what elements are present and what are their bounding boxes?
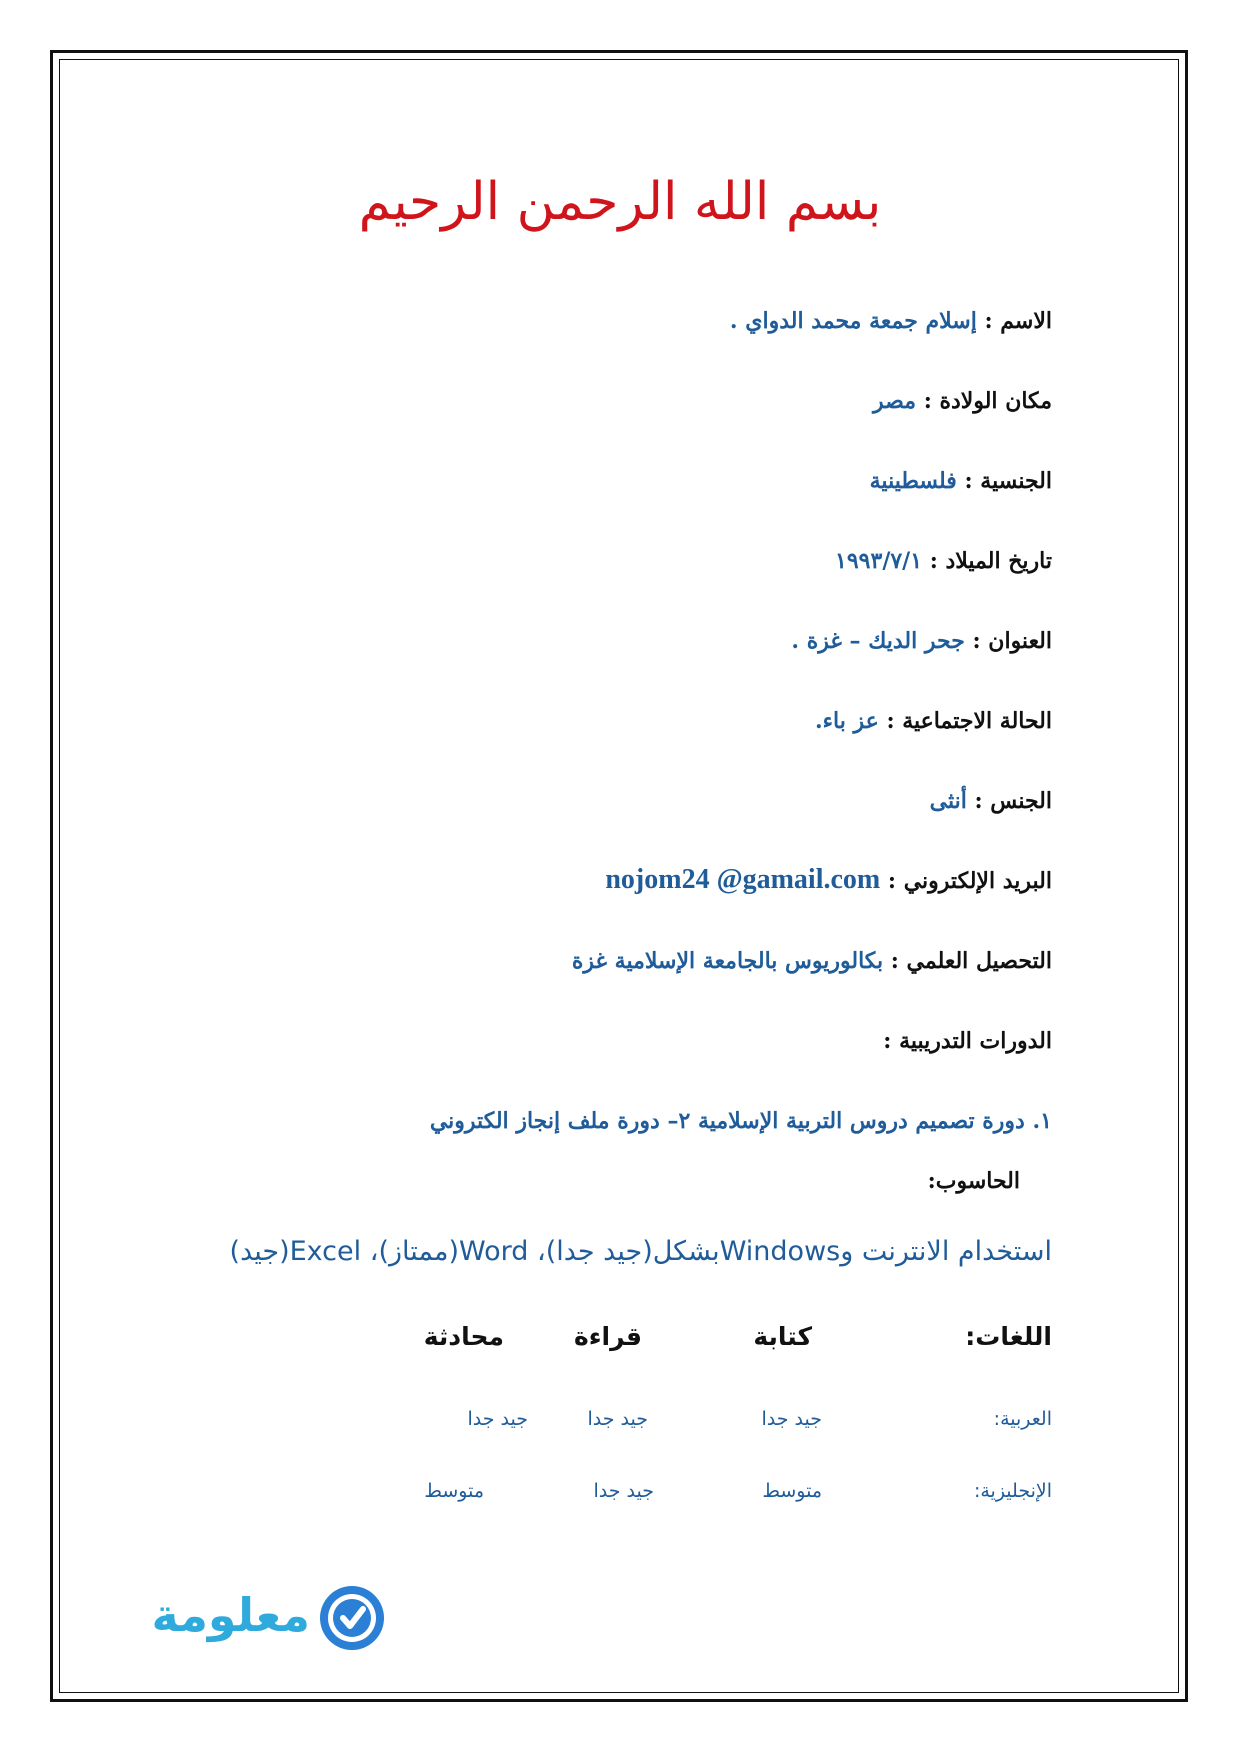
field-nationality	[870, 468, 1052, 494]
languages-col-writing: كتابة	[753, 1322, 812, 1351]
language-row-reading: جيد جدا	[587, 1408, 648, 1430]
field-courses	[883, 1028, 1052, 1054]
field-birthplace	[873, 388, 1052, 414]
field-courses-label: الدورات التدريبية :	[883, 1028, 1052, 1054]
language-row-name: العربية:	[993, 1408, 1052, 1430]
course-item-1: ١. دورة تصميم دروس التربية الإسلامية ٢– دورة ملف إنجاز الكتروني	[429, 1108, 1052, 1134]
language-row-writing: متوسط	[762, 1480, 822, 1502]
field-birthdate-label: تاريخ الميلاد :	[929, 548, 1052, 574]
field-marital-status-value: عز باء.	[815, 708, 879, 734]
field-email	[605, 864, 1052, 896]
field-name	[730, 308, 1052, 334]
language-row-reading: جيد جدا	[593, 1480, 654, 1502]
field-address-value: جحر الديك – غزة .	[791, 628, 965, 654]
field-gender-label: الجنس :	[974, 788, 1052, 814]
watermark-logo-text: معلومة	[151, 1588, 310, 1642]
field-name-value: إسلام جمعة محمد الدواي .	[729, 308, 977, 334]
bismillah-heading: بسم الله الرحمن الرحيم	[358, 172, 882, 232]
watermark-logo	[128, 1580, 388, 1660]
course-item-1-tail: الحاسوب:	[927, 1168, 1020, 1194]
field-marital-status	[815, 708, 1052, 734]
field-nationality-label: الجنسية :	[964, 468, 1052, 494]
field-gender	[930, 788, 1052, 814]
field-birthdate-value: ١٩٩٣/٧/١	[835, 548, 923, 574]
field-email-value[interactable]: nojom24 @gamail.com	[605, 864, 881, 895]
field-gender-value: أنثى	[929, 788, 967, 814]
check-circle-icon	[316, 1580, 388, 1652]
languages-title: اللغات:	[965, 1322, 1052, 1351]
language-row-writing: جيد جدا	[761, 1408, 822, 1430]
field-email-label: البريد الإلكتروني :	[887, 868, 1052, 894]
field-nationality-value: فلسطينية	[869, 468, 957, 494]
field-marital-status-label: الحالة الاجتماعية :	[886, 708, 1052, 734]
language-row-speaking: متوسط	[424, 1480, 484, 1502]
field-education-value: بكالوريوس بالجامعة الإسلامية غزة	[571, 948, 884, 974]
computer-skills: استخدام الانترنت وWindowsبشكل(جيد جدا)، Word(ممتاز)، Excel(جيد)	[229, 1236, 1052, 1267]
field-education-label: التحصيل العلمي :	[890, 948, 1052, 974]
languages-col-speaking: محادثة	[423, 1322, 504, 1351]
languages-col-reading: قراءة	[573, 1322, 642, 1351]
field-address	[791, 628, 1052, 654]
field-birthplace-value: مصر	[873, 388, 917, 414]
field-birthdate	[835, 548, 1052, 574]
field-birthplace-label: مكان الولادة :	[923, 388, 1052, 414]
field-address-label: العنوان :	[972, 628, 1052, 654]
language-row-name: الإنجليزية:	[973, 1480, 1052, 1502]
language-row-speaking: جيد جدا	[467, 1408, 528, 1430]
field-name-label: الاسم :	[984, 308, 1052, 334]
field-education	[572, 948, 1052, 974]
